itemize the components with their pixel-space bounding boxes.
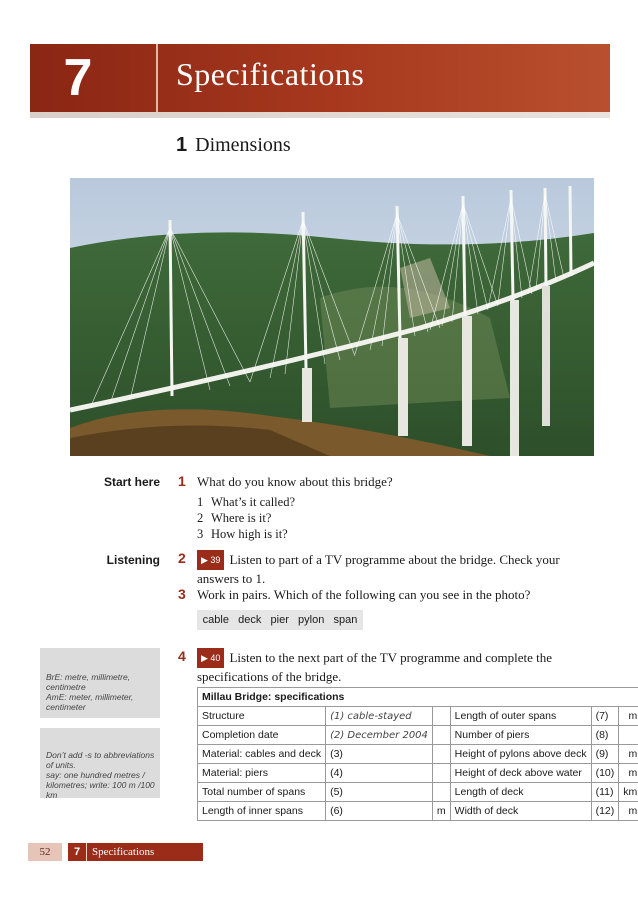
q2-number: 2 [178,550,186,566]
footer-chapter [68,843,203,861]
note-abbreviations: Don’t add -s to abbreviations of units. say: one hundred metres / kilometres; write: 100 m /100 km [40,728,160,798]
table-row: Length of inner spans (6) m Width of deck (12) m [198,802,638,821]
list-item: 2 Where is it? [197,511,272,525]
word-box: cable deck pier pylon span [197,610,363,630]
label-start-here: Start here [103,475,160,489]
chapter-number: 7 [63,49,93,107]
table-row: Structure (1) cable-stayed Length of outer spans (7) m [198,707,638,726]
table-row: Material: cables and deck (3) Height of pylons above deck (9) m [198,745,638,764]
banner-underline [30,112,610,118]
q3-text: Work in pairs. Which of the following can you see in the photo? [197,587,531,602]
q4-number: 4 [178,648,186,664]
chapter-title: Specifications [176,56,365,92]
bridge-photo [70,178,594,456]
audio-track-icon[interactable]: ▶ 39 [197,550,224,570]
table-row: Material: piers (4) Height of deck above water (10) m [198,764,638,783]
specifications-table [197,687,638,821]
banner-divider [156,44,158,112]
label-listening: Listening [106,553,160,567]
table-header-row [198,688,638,707]
q3-number: 3 [178,586,186,602]
q2-text: ▶ 39 Listen to part of a TV programme about the bridge. Check your answers to 1. [197,552,560,586]
q1-number: 1 [178,473,186,489]
note-spelling: BrE: metre, millimetre, centimetre AmE: meter, millimeter, centimeter [40,648,160,718]
footer-chapter-title: Specifications [92,846,155,858]
page-number: 52 [28,843,62,861]
table-title: Millau Bridge: specifications [198,688,638,707]
list-item: 1 What’s it called? [197,495,295,509]
list-item: 3 How high is it? [197,527,288,541]
footer-chapter-number: 7 [68,843,87,861]
q1-subquestions [197,494,295,542]
table-row: Completion date (2) December 2004 Number of piers (8) [198,726,638,745]
q1-text: What do you know about this bridge? [197,474,393,489]
table-row: Total number of spans (5) Length of deck (11) km [198,783,638,802]
section-number: 1 [176,134,188,156]
section-title [176,134,291,157]
audio-track-icon[interactable]: ▶ 40 [197,648,224,668]
q4-text: ▶ 40 Listen to the next part of the TV programme and complete the specifications of the bridge. [197,650,553,684]
section-title-text: Dimensions [195,134,291,156]
